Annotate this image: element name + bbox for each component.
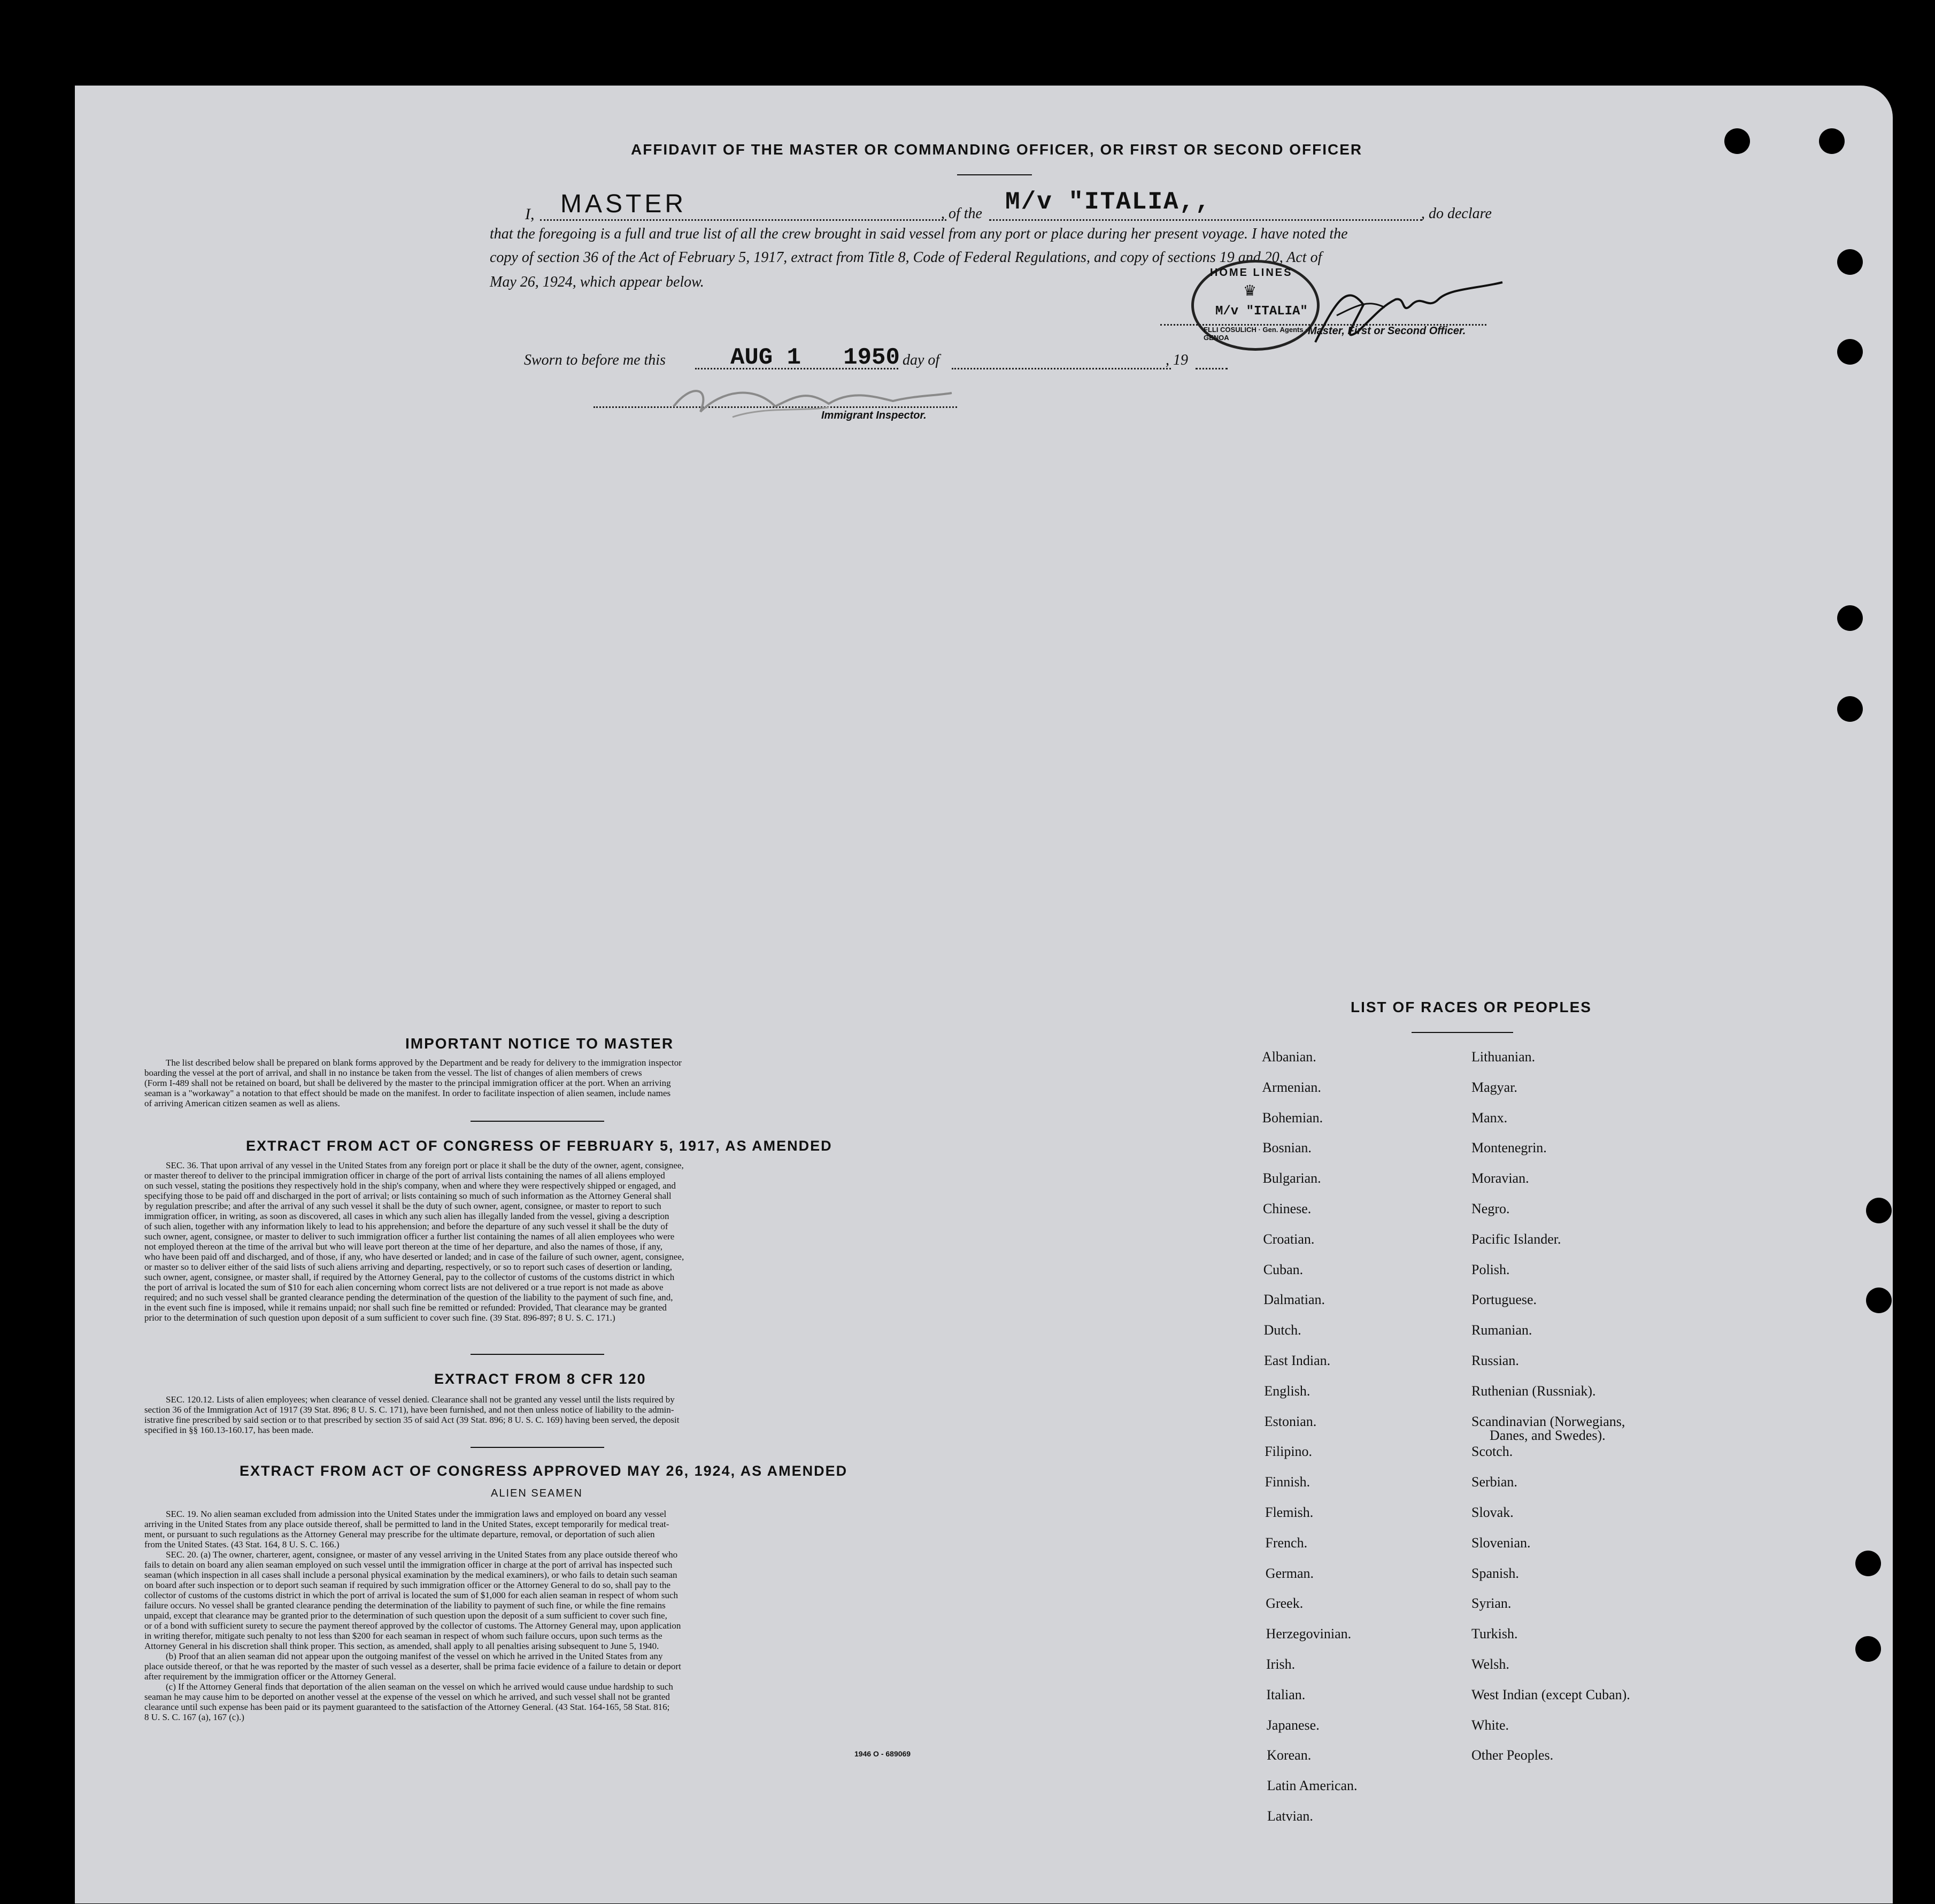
extract-line: ment, or pursuant to such regulations as the Attorney General may prescribe for the ultimate departure, removal, or deportation of such alien — [144, 1529, 655, 1539]
race-item: Estonian. — [1264, 1413, 1317, 1429]
of-the-label: , of the — [941, 205, 982, 222]
race-item: Russian. — [1471, 1353, 1519, 1368]
extract-line: clearance until such expense has been paid or its payment guaranteed to the satisfaction of the Attorney General. (43 Stat. 164-165, 58 Stat. 816; — [144, 1702, 670, 1712]
race-item: White. — [1471, 1717, 1509, 1733]
notice-line: boarding the vessel at the port of arrival, and shall in no instance be taken from the vessel. The list of changes of alien members of crews — [144, 1068, 642, 1078]
extract-line: by regulation prescribe; and after the arrival of any such vessel it shall be the duty of such owner, agent, consignee, or master to report to such — [144, 1201, 661, 1211]
section-rule — [471, 1121, 604, 1122]
race-item: Albanian. — [1262, 1049, 1316, 1065]
race-item: Korean. — [1267, 1747, 1312, 1763]
extract-line: section 36 of the Immigration Act of 1917 (39 Stat. 896; 8 U. S. C. 171), have been furnished, and not then unless notice of liability to the admin- — [144, 1405, 674, 1415]
extract-1924-title: EXTRACT FROM ACT OF CONGRESS APPROVED MAY 26, 1924, AS AMENDED — [240, 1463, 848, 1479]
race-item: Other Peoples. — [1471, 1747, 1554, 1763]
extract-line: seaman he may cause him to be deported on another vessel at the expense of the vessel on which he arrived, and such vessel shall not be granted — [144, 1692, 670, 1702]
extract-line: the port of arrival is located the sum of $10 for each alien concerning whom correct lists are not delivered or a true report is not made as above — [144, 1282, 664, 1292]
extract-line: SEC. 120.12. Lists of alien employees; when clearance of vessel denied. Clearance shall not be granted any vessel until the lists required by — [166, 1394, 675, 1405]
race-item: Bohemian. — [1262, 1109, 1323, 1126]
race-item: West Indian (except Cuban). — [1471, 1686, 1630, 1702]
extract-line: Attorney General in his discretion shall think proper. This section, as amended, shall apply to all penalties arising subsequent to June 5, 1940. — [144, 1641, 659, 1651]
race-item: Manx. — [1471, 1109, 1508, 1126]
year-line — [1196, 368, 1228, 369]
stamp-center-text: M/v "ITALIA" — [1215, 304, 1308, 319]
notice-line: The list described below shall be prepared on blank forms approved by the Department and be ready for delivery to the immigration inspector — [166, 1058, 682, 1068]
master-signature — [1305, 267, 1508, 353]
extract-cfr-text — [144, 1394, 936, 1435]
extract-line: (b) Proof that an alien seaman did not appear upon the outgoing manifest of the vessel on which he arrived in the United States from any — [166, 1651, 663, 1661]
race-item: English. — [1264, 1383, 1310, 1399]
notice-line: of arriving American citizen seamen as well as aliens. — [144, 1098, 340, 1108]
race-item: Ruthenian (Russniak). — [1471, 1383, 1596, 1399]
race-item: Bosnian. — [1262, 1140, 1312, 1156]
extract-line: or of a bond with sufficient surety to secure the payment thereof approved by the collector of customs. The Attorney General may, upon application — [144, 1621, 681, 1631]
race-item: Pacific Islander. — [1471, 1231, 1561, 1247]
sworn-label: Sworn to before me this — [524, 352, 666, 368]
race-item: Welsh. — [1471, 1656, 1509, 1672]
extract-line: specified in §§ 160.13-160.17, has been made. — [144, 1425, 314, 1435]
race-item: Moravian. — [1471, 1170, 1529, 1186]
race-item: Scandinavian (Norwegians, — [1471, 1413, 1625, 1429]
affidavit-line-2: that the foregoing is a full and true list of all the crew brought in said vessel from any port or place during her present voyage. I have noted the — [490, 226, 1348, 242]
title-rule — [957, 174, 1032, 175]
extract-line: in the event such fine is imposed, while it remains unpaid; nor shall such fine be remitted or refunded: Provided, That clearance may be granted — [144, 1302, 667, 1313]
extract-line: prior to the determination of such question upon deposit of a sum sufficient to cover such fine. (39 Stat. 896-897; 8 U. S. C. 171.) — [144, 1313, 615, 1323]
extract-line: not employed thereon at the time of the arrival but who will leave port thereon at the time of her departure, and also the names of those, if any, — [144, 1242, 662, 1252]
day-of-label: day of — [903, 352, 940, 368]
race-item: Syrian. — [1471, 1595, 1512, 1612]
binder-hole — [1724, 128, 1750, 154]
extract-1924-text — [144, 1509, 936, 1722]
race-item: Flemish. — [1265, 1505, 1314, 1520]
race-item: Herzegovinian. — [1266, 1626, 1352, 1642]
month-line — [952, 368, 1171, 369]
year-prefix-label: , 19 — [1166, 352, 1188, 368]
binder-hole — [1819, 128, 1845, 154]
notice-line: (Form I-489 shall not be retained on board, but shall be delivered by the master to the principal immigration officer at the port. When an arriving — [144, 1078, 671, 1088]
race-item: Slovak. — [1471, 1505, 1514, 1520]
race-item: Portuguese. — [1471, 1292, 1537, 1308]
section-rule — [471, 1447, 604, 1448]
extract-line: fails to detain on board any alien seaman employed on such vessel until the immigration officer in charge at the port of arrival has inspected such — [144, 1560, 673, 1570]
extract-line: on such vessel, stating the positions they respectively hold in the ship's company, when and where they were respectively shipped or engaged, and — [144, 1181, 676, 1191]
binder-hole — [1837, 249, 1863, 275]
race-item: Latin American. — [1267, 1778, 1358, 1794]
extract-line: SEC. 36. That upon arrival of any vessel in the United States from any foreign port or place it shall be the duty of the owner, agent, consignee, — [166, 1160, 684, 1170]
affidavit-line-4: May 26, 1924, which appear below. — [490, 274, 704, 290]
race-item: Latvian. — [1267, 1808, 1313, 1824]
race-item: Finnish. — [1265, 1474, 1310, 1490]
extract-line: specifying those to be paid off and discharged in the port of arrival; or lists containing so much of such information as the Attorney General shall — [144, 1191, 672, 1201]
extract-line: in writing therefor, mitigate such penalty to not less than $200 for each seaman in respect of whom such failure occurs, upon such terms as the — [144, 1631, 662, 1641]
extract-line: unpaid, except that clearance may be granted prior to the determination of such question upon the deposit of a sum sufficient to cover such fine, — [144, 1610, 667, 1621]
race-item: Magyar. — [1471, 1079, 1517, 1095]
binder-hole — [1855, 1551, 1881, 1576]
master-signature-label: Master, First or Second Officer. — [1308, 325, 1466, 337]
race-item: Bulgarian. — [1262, 1170, 1321, 1186]
section-rule — [471, 1354, 604, 1355]
notice-title: IMPORTANT NOTICE TO MASTER — [405, 1035, 674, 1052]
extract-line: place outside thereof, or that he was reported by the master of such vessel as a deserter, shall be prima facie evidence of a failure to detain or deport — [144, 1661, 681, 1671]
race-item: Dutch. — [1263, 1322, 1301, 1338]
race-item: Scotch. — [1471, 1444, 1513, 1460]
extract-line: istrative fine prescribed by said section or to that prescribed by section 35 of said Act (39 Stat. 896; 8 U. S. C. 169) having been served, the deposit — [144, 1415, 680, 1425]
extract-line: of such alien, together with any information likely to lead to his apprehension; and before the departure of any such vessel it shall be the duty of — [144, 1221, 668, 1231]
binder-hole — [1866, 1198, 1892, 1223]
race-item: French. — [1265, 1535, 1308, 1551]
races-title: LIST OF RACES OR PEOPLES — [1351, 999, 1592, 1015]
sworn-date-stamp: AUG 1 1950 — [730, 344, 900, 371]
extract-line: arriving in the United States from any place outside thereof, shall be permitted to land in the United States, except temporarily for medical treat- — [144, 1519, 669, 1529]
race-item: Cuban. — [1263, 1261, 1304, 1277]
vessel-line — [989, 219, 1422, 221]
extract-cfr-title: EXTRACT FROM 8 CFR 120 — [434, 1371, 646, 1387]
race-item: Rumanian. — [1471, 1322, 1532, 1338]
extract-line: from the United States. (43 Stat. 164, 8 U. S. C. 166.) — [144, 1539, 340, 1550]
extract-line: immigration officer, in writing, as soon as discovered, all cases in which any such alien has illegally landed from the vessel, giving a description — [144, 1211, 669, 1221]
extract-line: collector of customs of the customs district in which the port of arrival is located the sum of $1,000 for each alien seaman in respect of whom such — [144, 1590, 679, 1600]
alien-seamen-subtitle: ALIEN SEAMEN — [491, 1487, 583, 1499]
race-item: Polish. — [1471, 1261, 1510, 1277]
crown-icon: ♛ — [1243, 283, 1257, 299]
binder-hole — [1855, 1636, 1881, 1662]
race-item: Slovenian. — [1471, 1535, 1531, 1551]
extract-line: SEC. 20. (a) The owner, charterer, agent, consignee, or master of any vessel arriving in the United States from any place outside thereof who — [166, 1550, 678, 1560]
race-item: Japanese. — [1266, 1717, 1320, 1733]
inspector-label: Immigrant Inspector. — [821, 410, 927, 421]
race-item: Croatian. — [1263, 1231, 1315, 1247]
stamp-bottom-text: FLLI COSULICH · Gen. Agents · GENOA — [1204, 326, 1308, 342]
extract-line: after requirement by the immigration officer or the Attorney General. — [144, 1671, 396, 1682]
extract-line: or master so to deliver either of the said lists of such aliens arriving and departing, respectively, or so to report such cases of desertion or landing, — [144, 1262, 672, 1272]
race-item: Dalmatian. — [1263, 1292, 1325, 1308]
race-item: Italian. — [1266, 1686, 1306, 1702]
race-item: Lithuanian. — [1471, 1049, 1536, 1065]
extract-1917-text — [144, 1160, 936, 1323]
master-rank-value: MASTER — [560, 190, 687, 218]
extract-1917-title: EXTRACT FROM ACT OF CONGRESS OF FEBRUARY 5, 1917, AS AMENDED — [246, 1138, 832, 1154]
vessel-name-value: M/v "ITALIA,, — [1005, 188, 1211, 216]
race-item: Montenegrin. — [1471, 1140, 1547, 1156]
stamp-top-text: HOME LINES — [1210, 267, 1293, 279]
extract-line: such owner, agent, consignee, or master shall, if required by the Attorney General, pay to the collector of customs of the customs district in which — [144, 1272, 675, 1282]
race-item: Greek. — [1266, 1595, 1304, 1612]
affidavit-title: AFFIDAVIT OF THE MASTER OR COMMANDING OFFICER, OR FIRST OR SECOND OFFICER — [631, 141, 1363, 158]
notice-line: seaman is a "workaway" a notation to that effect should be made on the manifest. In order to facilitate inspection of alien seamen, include names — [144, 1088, 671, 1098]
shipping-agent-stamp — [1191, 260, 1320, 351]
race-item: German. — [1265, 1565, 1314, 1581]
race-item: Irish. — [1266, 1656, 1296, 1672]
extract-line: on board after such inspection or to deport such seaman if required by such immigration officer or the Attorney General to do so, shall pay to the — [144, 1580, 670, 1590]
do-declare-label: , do declare — [1421, 205, 1492, 222]
print-code: 1946 O - 689069 — [854, 1749, 911, 1758]
race-item: Armenian. — [1262, 1079, 1321, 1095]
race-item: East Indian. — [1264, 1353, 1331, 1368]
extract-line: (c) If the Attorney General finds that deportation of the alien seaman on the vessel on which he arrived would cause undue hardship to such — [166, 1682, 673, 1692]
extract-line: required; and no such vessel shall be granted clearance pending the determination of the question of the liability to the payment of such fine, and, — [144, 1292, 673, 1302]
race-item: Danes, and Swedes). — [1490, 1427, 1606, 1443]
extract-line: who have been paid off and discharged, and of those, if any, who have deserted or landed; and in case of the failure of such owner, agent, consignee, — [144, 1252, 684, 1262]
affidavit-i: I, — [525, 205, 535, 223]
extract-line: SEC. 19. No alien seaman excluded from admission into the United States under the immigration laws and employed on board any vessel — [166, 1509, 667, 1519]
race-item: Serbian. — [1471, 1474, 1517, 1490]
rank-line — [540, 219, 946, 221]
race-item: Chinese. — [1263, 1201, 1312, 1216]
notice-text — [144, 1058, 936, 1108]
race-item: Spanish. — [1471, 1565, 1519, 1581]
extract-line: failure occurs. No vessel shall be granted clearance pending the determination of the liability to payment of such fine, or while the fine remains — [144, 1600, 666, 1610]
race-item: Negro. — [1471, 1201, 1510, 1216]
binder-hole — [1837, 696, 1863, 722]
extract-line: such owner, agent, consignee, or master to deliver to such immigration officer a further list containing the names of all alien employees who were — [144, 1231, 675, 1242]
extract-line: 8 U. S. C. 167 (a), 167 (c).) — [144, 1712, 244, 1722]
binder-hole — [1837, 339, 1863, 365]
extract-line: seaman (which inspection in all cases shall include a personal physical examination by the medical examiners), or who fails to detain such seaman — [144, 1570, 677, 1580]
race-item: Turkish. — [1471, 1626, 1518, 1642]
affidavit-line-3: copy of section 36 of the Act of February 5, 1917, extract from Title 8, Code of Federal Regulations, and copy of sections 19 and 20, Act of — [490, 249, 1322, 266]
extract-line: or master thereof to deliver to the principal immigration officer in charge of the port of arrival lists containing the names of all aliens employed — [144, 1170, 665, 1181]
race-item: Filipino. — [1265, 1444, 1313, 1460]
binder-hole — [1866, 1288, 1892, 1313]
races-rule — [1412, 1032, 1513, 1033]
binder-hole — [1837, 605, 1863, 631]
